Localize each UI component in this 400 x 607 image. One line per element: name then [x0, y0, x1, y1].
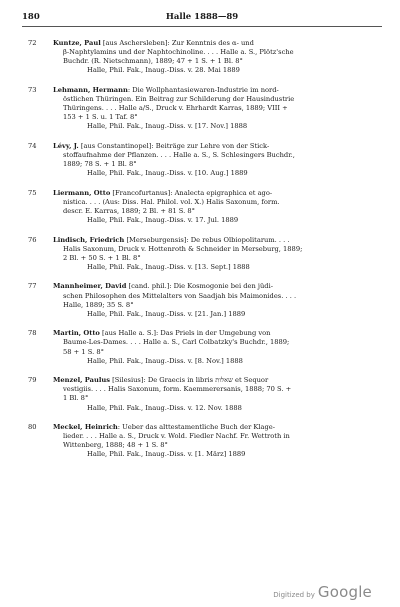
author-name: Mannheimer, David: [53, 282, 127, 291]
entry-text-line: 153 + 1 S. u. 1 Taf. 8°: [63, 113, 138, 122]
author-name: Martin, Otto: [53, 329, 100, 338]
running-title: Halle 1888—89: [165, 12, 239, 22]
author-name: Lehmann, Hermann: [53, 85, 128, 94]
author-name: Lévy, J.: [53, 141, 79, 150]
entry-body: [53, 376, 382, 412]
author-name: Liermann, Otto: [53, 188, 111, 197]
entry-number: 80: [28, 423, 37, 432]
entry-text-line: Thüringens. . . . Halle a/S., Druck v. Ehrhardt Karras, 1889; VIII +: [63, 104, 288, 113]
page-number: 180: [22, 12, 40, 22]
catalog-entry: [22, 423, 382, 459]
digitized-by-label: Digitized by: [273, 591, 315, 599]
entry-number: 74: [28, 141, 37, 150]
catalog-entry: [22, 39, 382, 75]
entry-list: [22, 39, 382, 459]
entry-text-line: Wittenberg, 1888; 48 + 1 S. 8°: [63, 441, 168, 450]
entry-number: 79: [28, 376, 37, 385]
entry-text-line: stoffaufnahme der Pflanzen. . . . Halle a. S., S. Schlesingers Buchdr.,: [63, 150, 295, 159]
catalog-entry: [22, 142, 382, 178]
entry-body: [53, 189, 382, 225]
google-logo: Google: [317, 583, 372, 601]
entry-text-line: descr. E. Karras, 1889; 2 Bl. + 81 S. 8°: [63, 206, 195, 215]
entry-dissertation-ref: Halle, Phil. Fak., Inaug.-Diss. v. 12. Nov. 1888: [87, 403, 242, 412]
entry-dissertation-ref: Halle, Phil. Fak., Inaug.-Diss. v. 17. Jul. 1889: [87, 216, 239, 224]
entry-text-line: schen Philosophen des Mittelalters von Saadjah bis Maimonides. . . .: [63, 291, 297, 300]
entry-text-line: Liermann, Otto [Francofurtanus]: Analecta epigraphica et ago-: [53, 188, 273, 197]
entry-text-line: Lindisch, Friedrich [Merseburgensis]: De rebus Olbiopolitarum. . . .: [53, 235, 290, 244]
entry-text-line: Lehmann, Hermann: Die Wollphantasiewaren-Industrie im nord-: [53, 85, 279, 94]
entry-body: [53, 329, 382, 365]
catalog-entry: [22, 376, 382, 412]
author-name: Meckel, Heinrich: [53, 423, 118, 432]
catalog-entry: [22, 236, 382, 272]
entry-text-line: Kuntze, Paul [aus Aschersleben]: Zur Kenntnis des α- und: [53, 39, 254, 47]
entry-body: [53, 236, 382, 272]
entry-text-line: 2 Bl. + 50 S. + 1 Bl. 8°: [63, 253, 141, 262]
entry-text-line: Baume-Les-Dames. . . . Halle a. S., Carl Colbatzky's Buchdr., 1889;: [63, 338, 290, 347]
catalog-entry: [22, 189, 382, 225]
entry-number: 75: [28, 188, 37, 197]
catalog-entry: [22, 329, 382, 365]
entry-text-line: Mannheimer, David [cand. phil.]: Die Kosmogonie bei den jüdi-: [53, 282, 273, 291]
entry-body: [53, 142, 382, 178]
entry-text-line: vestigiis. . . . Halis Saxonum, form. Kaemmerersanis, 1888; 70 S. +: [63, 385, 292, 394]
entry-text-line: östlichen Thüringen. Ein Beitrag zur Schilderung der Hausindustrie: [63, 94, 295, 103]
entry-body: [53, 282, 382, 318]
page-header: [22, 12, 382, 27]
entry-dissertation-ref: Halle, Phil. Fak., Inaug.-Diss. v. 28. Mai 1889: [87, 66, 240, 75]
entry-text-line: Menzel, Paulus [Silesius]: De Graecis in libris שאלות et Sequor: [53, 376, 269, 385]
entry-dissertation-ref: Halle, Phil. Fak., Inaug.-Diss. v. [10. Aug.] 1889: [87, 169, 248, 178]
author-name: Menzel, Paulus: [53, 376, 110, 385]
entry-text-line: β-Naphtylamins und der Naphtochinoline. . . . Halle a. S., Plötz'sche: [63, 48, 294, 57]
entry-body: [53, 39, 382, 75]
google-watermark: [273, 583, 372, 601]
entry-body: [53, 423, 382, 459]
entry-text-line: Buchdr. (R. Nietschmann), 1889; 47 + 1 S. + 1 Bl. 8°: [63, 57, 243, 66]
author-name: Kuntze, Paul: [53, 39, 101, 47]
entry-dissertation-ref: Halle, Phil. Fak., Inaug.-Diss. v. [21. Jan.] 1889: [87, 309, 246, 318]
entry-text-line: 58 + 1 S. 8°: [63, 347, 104, 356]
entry-dissertation-ref: Halle, Phil. Fak., Inaug.-Diss. v. [8. Nov.] 1888: [87, 356, 243, 365]
entry-text-line: Meckel, Heinrich: Ueber das alttestamentliche Buch der Klage-: [53, 423, 276, 432]
entry-dissertation-ref: Halle, Phil. Fak., Inaug.-Diss. v. [1. März] 1889: [87, 450, 246, 459]
entry-number: 77: [28, 282, 37, 291]
entry-dissertation-ref: Halle, Phil. Fak., Inaug.-Diss. v. [17. Nov.] 1888: [87, 122, 248, 131]
entry-text-line: nistica. . . . (Aus: Diss. Hal. Philol. vol. X.) Halis Saxonum, form.: [63, 197, 280, 206]
catalog-entry: [22, 282, 382, 318]
entry-text-line: lieder. . . . Halle a. S., Druck v. Wold. Fiedler Nachf. Fr. Wettroth in: [63, 432, 290, 441]
entry-number: 76: [28, 235, 37, 244]
entry-text-line: 1889; 78 S. + 1 Bl. 8°: [63, 160, 137, 169]
entry-number: 78: [28, 329, 37, 338]
entry-text-line: Lévy, J. [aus Constantinopel]: Beiträge zur Lehre von der Stick-: [53, 141, 270, 150]
entry-text-line: Halis Saxonum, Druck v. Hottenroth & Schneider in Merseburg, 1889;: [63, 244, 303, 253]
catalog-entry: [22, 86, 382, 131]
entry-body: [53, 86, 382, 131]
author-name: Lindisch, Friedrich: [53, 235, 125, 244]
entry-number: 72: [28, 39, 37, 47]
entry-dissertation-ref: Halle, Phil. Fak., Inaug.-Diss. v. [13. Sept.] 1888: [87, 262, 250, 271]
entry-text-line: Halle, 1889; 35 S. 8°: [63, 300, 134, 309]
entry-text-line: Martin, Otto [aus Halle a. S.]: Das Priels in der Umgebung von: [53, 329, 271, 338]
entry-number: 73: [28, 85, 37, 94]
entry-text-line: 1 Bl. 8°: [63, 394, 89, 403]
